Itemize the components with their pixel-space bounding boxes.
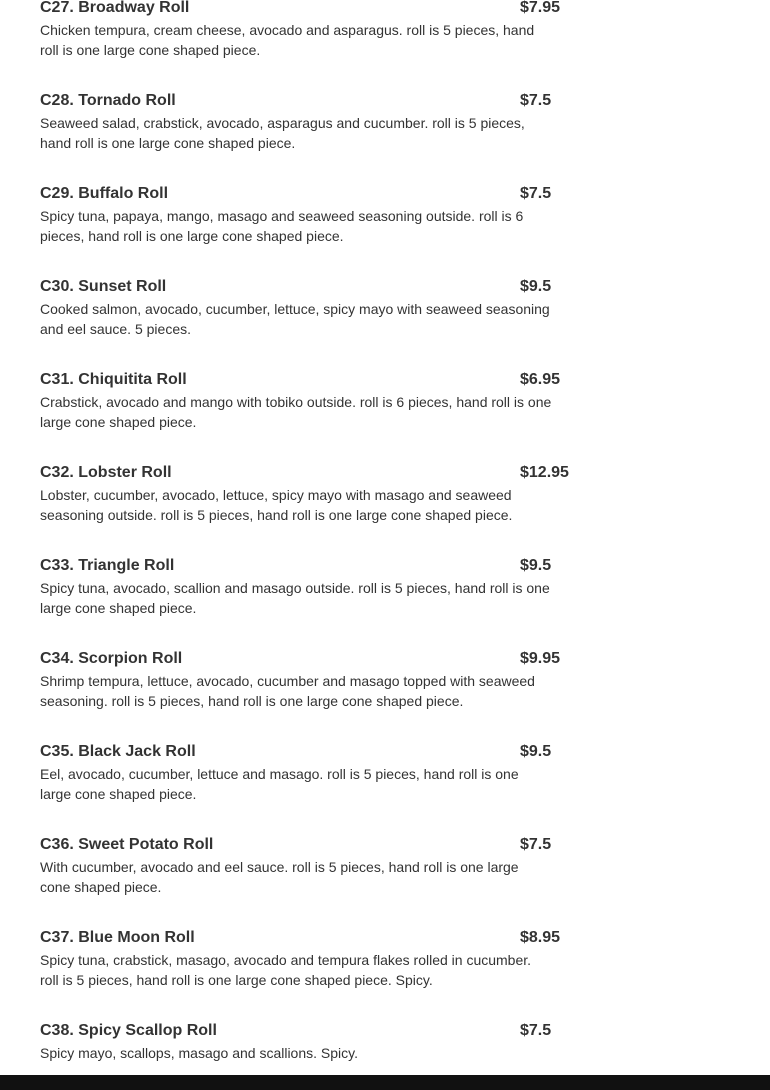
- item-name: C30. Sunset Roll: [40, 278, 167, 295]
- menu-item-c35[interactable]: [40, 727, 580, 820]
- item-name: C28. Tornado Roll: [40, 92, 176, 109]
- menu-item-c27[interactable]: [40, 0, 580, 76]
- item-name: C34. Scorpion Roll: [40, 650, 183, 667]
- item-price: $7.5: [520, 185, 552, 202]
- item-description: Spicy tuna, avocado, scallion and masago outside. roll is 5 pieces, hand roll is one large cone shaped piece.: [40, 580, 550, 616]
- menu-item-c34[interactable]: [40, 634, 580, 727]
- item-description: Chicken tempura, cream cheese, avocado and asparagus. roll is 5 pieces, hand roll is one large cone shaped piece.: [40, 22, 535, 58]
- item-description: Eel, avocado, cucumber, lettuce and masago. roll is 5 pieces, hand roll is one large cone shaped piece.: [40, 766, 519, 802]
- item-price: $9.5: [520, 557, 552, 574]
- menu-item-c29[interactable]: [40, 169, 580, 262]
- item-description: Seaweed salad, crabstick, avocado, asparagus and cucumber. roll is 5 pieces, hand roll is one large cone shaped piece.: [40, 115, 525, 151]
- item-name: C33. Triangle Roll: [40, 557, 175, 574]
- item-name: C35. Black Jack Roll: [40, 743, 196, 760]
- menu-list: [40, 0, 580, 1090]
- item-description: Cooked salmon, avocado, cucumber, lettuce, spicy mayo with seaweed seasoning and eel sauce. 5 pieces.: [40, 301, 550, 337]
- item-price: $9.5: [520, 278, 552, 295]
- item-description: With cucumber, avocado and eel sauce. roll is 5 pieces, hand roll is one large cone shaped piece.: [40, 859, 519, 895]
- item-name: C37. Blue Moon Roll: [40, 929, 195, 946]
- item-price: $7.5: [520, 1022, 552, 1039]
- menu-item-c33[interactable]: [40, 541, 580, 634]
- item-name: C32. Lobster Roll: [40, 464, 172, 481]
- item-price: $9.5: [520, 743, 552, 760]
- item-name: C38. Spicy Scallop Roll: [40, 1022, 217, 1039]
- item-price: $6.95: [520, 371, 561, 388]
- menu-item-c30[interactable]: [40, 262, 580, 355]
- item-name: C36. Sweet Potato Roll: [40, 836, 214, 853]
- item-price: $12.95: [520, 464, 569, 481]
- menu-item-c31[interactable]: [40, 355, 580, 448]
- item-description: Crabstick, avocado and mango with tobiko outside. roll is 6 pieces, hand roll is one large cone shaped piece.: [40, 394, 552, 430]
- item-name: C27. Broadway Roll: [40, 0, 190, 16]
- menu-item-c36[interactable]: [40, 820, 580, 913]
- item-price: $7.95: [520, 0, 561, 16]
- menu-item-c37[interactable]: [40, 913, 580, 1006]
- item-description: Spicy mayo, scallops, masago and scallions. Spicy.: [40, 1045, 358, 1061]
- item-description: Lobster, cucumber, avocado, lettuce, spicy mayo with masago and seaweed seasoning outside. roll is 5 pieces, hand roll is one large cone shaped piece.: [40, 487, 513, 523]
- item-price: $8.95: [520, 929, 561, 946]
- item-description: Spicy tuna, crabstick, masago, avocado and tempura flakes rolled in cucumber. roll is 5 pieces, hand roll is one large cone shaped piece. Spicy.: [40, 952, 532, 988]
- menu-item-c28[interactable]: [40, 76, 580, 169]
- item-name: C29. Buffalo Roll: [40, 185, 169, 202]
- bottom-bar: [0, 1075, 770, 1090]
- item-description: Spicy tuna, papaya, mango, masago and seaweed seasoning outside. roll is 6 pieces, hand roll is one large cone shaped piece.: [40, 208, 524, 244]
- item-price: $7.5: [520, 92, 552, 109]
- item-description: Shrimp tempura, lettuce, avocado, cucumber and masago topped with seaweed seasoning. roll is 5 pieces, hand roll is one large cone shaped piece.: [40, 673, 535, 709]
- item-price: $9.95: [520, 650, 561, 667]
- item-price: $7.5: [520, 836, 552, 853]
- menu-item-c32[interactable]: [40, 448, 580, 541]
- item-name: C31. Chiquitita Roll: [40, 371, 187, 388]
